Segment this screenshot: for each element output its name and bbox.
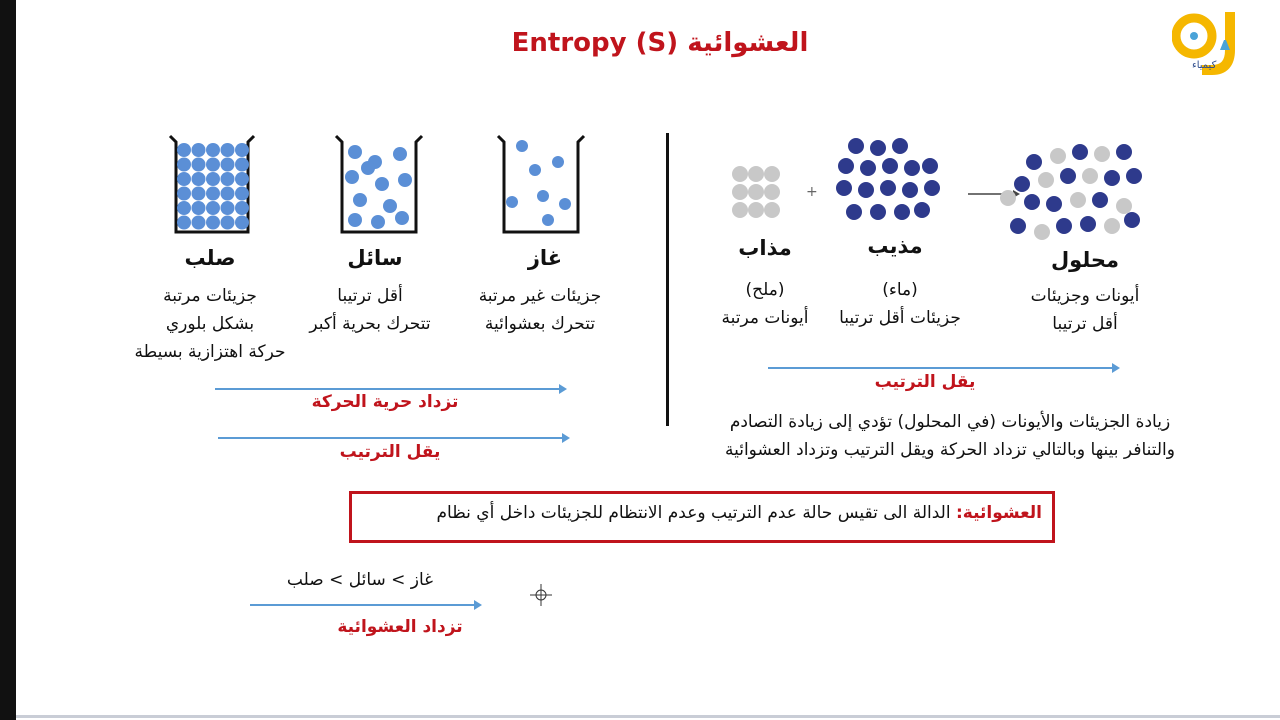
left-black-strip — [0, 0, 16, 720]
desc-line: بشكل بلوري — [165, 314, 255, 334]
freedom-arrow — [215, 388, 565, 390]
state-name-liquid: سائل — [347, 246, 403, 270]
solid-particle — [235, 201, 249, 215]
desc-line: أيونات مرتبة — [721, 308, 809, 328]
solid-particle — [221, 201, 235, 215]
state-name-gas: غاز — [527, 246, 563, 270]
order-arrow-left — [218, 437, 568, 439]
state-desc-liquid — [280, 282, 460, 338]
dissolution-illustration — [728, 136, 1148, 246]
salt-ions — [732, 166, 780, 218]
solid-particle — [177, 201, 191, 215]
explanation-line: زيادة الجزيئات والأيونات (في المحلول) تؤدي إلى زيادة التصادم — [729, 412, 1171, 432]
entropy-order: غاز > سائل > صلب — [286, 570, 434, 590]
desc-line: جزيئات غير مرتبة — [478, 286, 602, 306]
vertical-divider — [666, 133, 669, 426]
solid-particle — [221, 172, 235, 186]
state-name-solid: صلب — [184, 246, 236, 270]
desc-line: تتحرك بحرية أكبر — [309, 314, 431, 334]
solid-particle — [235, 158, 249, 172]
solvent-name: مذيب — [867, 234, 923, 258]
gas-beaker — [498, 136, 584, 232]
order-label-left: يقل الترتيب — [339, 442, 441, 462]
desc-line: جزيئات أقل ترتيبا — [839, 308, 961, 328]
liquid-beaker — [336, 136, 422, 232]
bottom-border — [16, 715, 1280, 718]
beakers-illustration — [160, 132, 600, 237]
plus-sign: + — [806, 184, 818, 200]
desc-line: أقل ترتيبا — [337, 286, 403, 306]
crosshair-cursor-icon — [530, 584, 552, 606]
solid-particle — [235, 143, 249, 157]
state-desc-gas — [450, 282, 630, 338]
order-arrow-right — [768, 367, 1118, 369]
desc-line: تتحرك بعشوائية — [484, 314, 596, 334]
solvent-desc — [820, 276, 980, 332]
definition-text: الدالة الى تقيس حالة عدم الترتيب وعدم الانتظام للجزيئات داخل أي نظام — [436, 503, 956, 523]
solid-particle — [206, 158, 220, 172]
entropy-arrow — [250, 604, 480, 606]
solid-particle — [235, 187, 249, 201]
solution-desc — [1000, 282, 1170, 338]
solid-particle — [177, 172, 191, 186]
solid-beaker — [170, 136, 254, 232]
logo — [1172, 8, 1246, 76]
logo-text: كيمياء — [1192, 60, 1217, 71]
desc-line: (ملح) — [745, 280, 785, 300]
solid-particle — [177, 158, 191, 172]
solid-particle — [221, 187, 235, 201]
solid-particle — [177, 143, 191, 157]
solid-particle — [192, 201, 206, 215]
solid-particle — [221, 143, 235, 157]
solid-particle — [206, 201, 220, 215]
desc-line: (ماء) — [882, 280, 918, 300]
solid-particle — [192, 143, 206, 157]
solid-particle — [177, 216, 191, 230]
solid-particle — [192, 158, 206, 172]
solid-particle — [192, 172, 206, 186]
explanation-line: والتنافر بينها وبالتالي تزداد الحركة ويقل الترتيب وتزداد العشوائية — [724, 440, 1175, 460]
solute-name: مذاب — [738, 236, 792, 260]
order-label-right: يقل الترتيب — [874, 372, 976, 392]
solid-particle — [206, 172, 220, 186]
entropy-label: تزداد العشوائية — [337, 617, 463, 637]
solid-particle — [177, 187, 191, 201]
solute-desc — [690, 276, 840, 332]
slide-title: Entropy (S) العشوائية — [511, 28, 809, 58]
definition-term: العشوائية: — [955, 503, 1042, 523]
solution-particles — [1000, 144, 1142, 240]
desc-line: جزيئات مرتبة — [163, 286, 257, 306]
solid-particle — [235, 216, 249, 230]
solution-name: محلول — [1050, 248, 1120, 272]
solid-particle — [221, 158, 235, 172]
desc-line: أيونات وجزيئات — [1030, 286, 1140, 306]
desc-line: حركة اهتزازية بسيطة — [134, 342, 286, 362]
solid-particle — [235, 172, 249, 186]
solid-particle — [192, 216, 206, 230]
desc-line: أقل ترتيبا — [1052, 314, 1118, 334]
solid-particle — [206, 187, 220, 201]
solid-particle — [221, 216, 235, 230]
solid-particle — [192, 187, 206, 201]
solid-particle — [206, 143, 220, 157]
explanation — [680, 408, 1220, 464]
solid-particle — [206, 216, 220, 230]
definition-box — [349, 491, 1055, 543]
water-molecules — [836, 138, 940, 220]
freedom-label: تزداد حرية الحركة — [311, 392, 459, 412]
